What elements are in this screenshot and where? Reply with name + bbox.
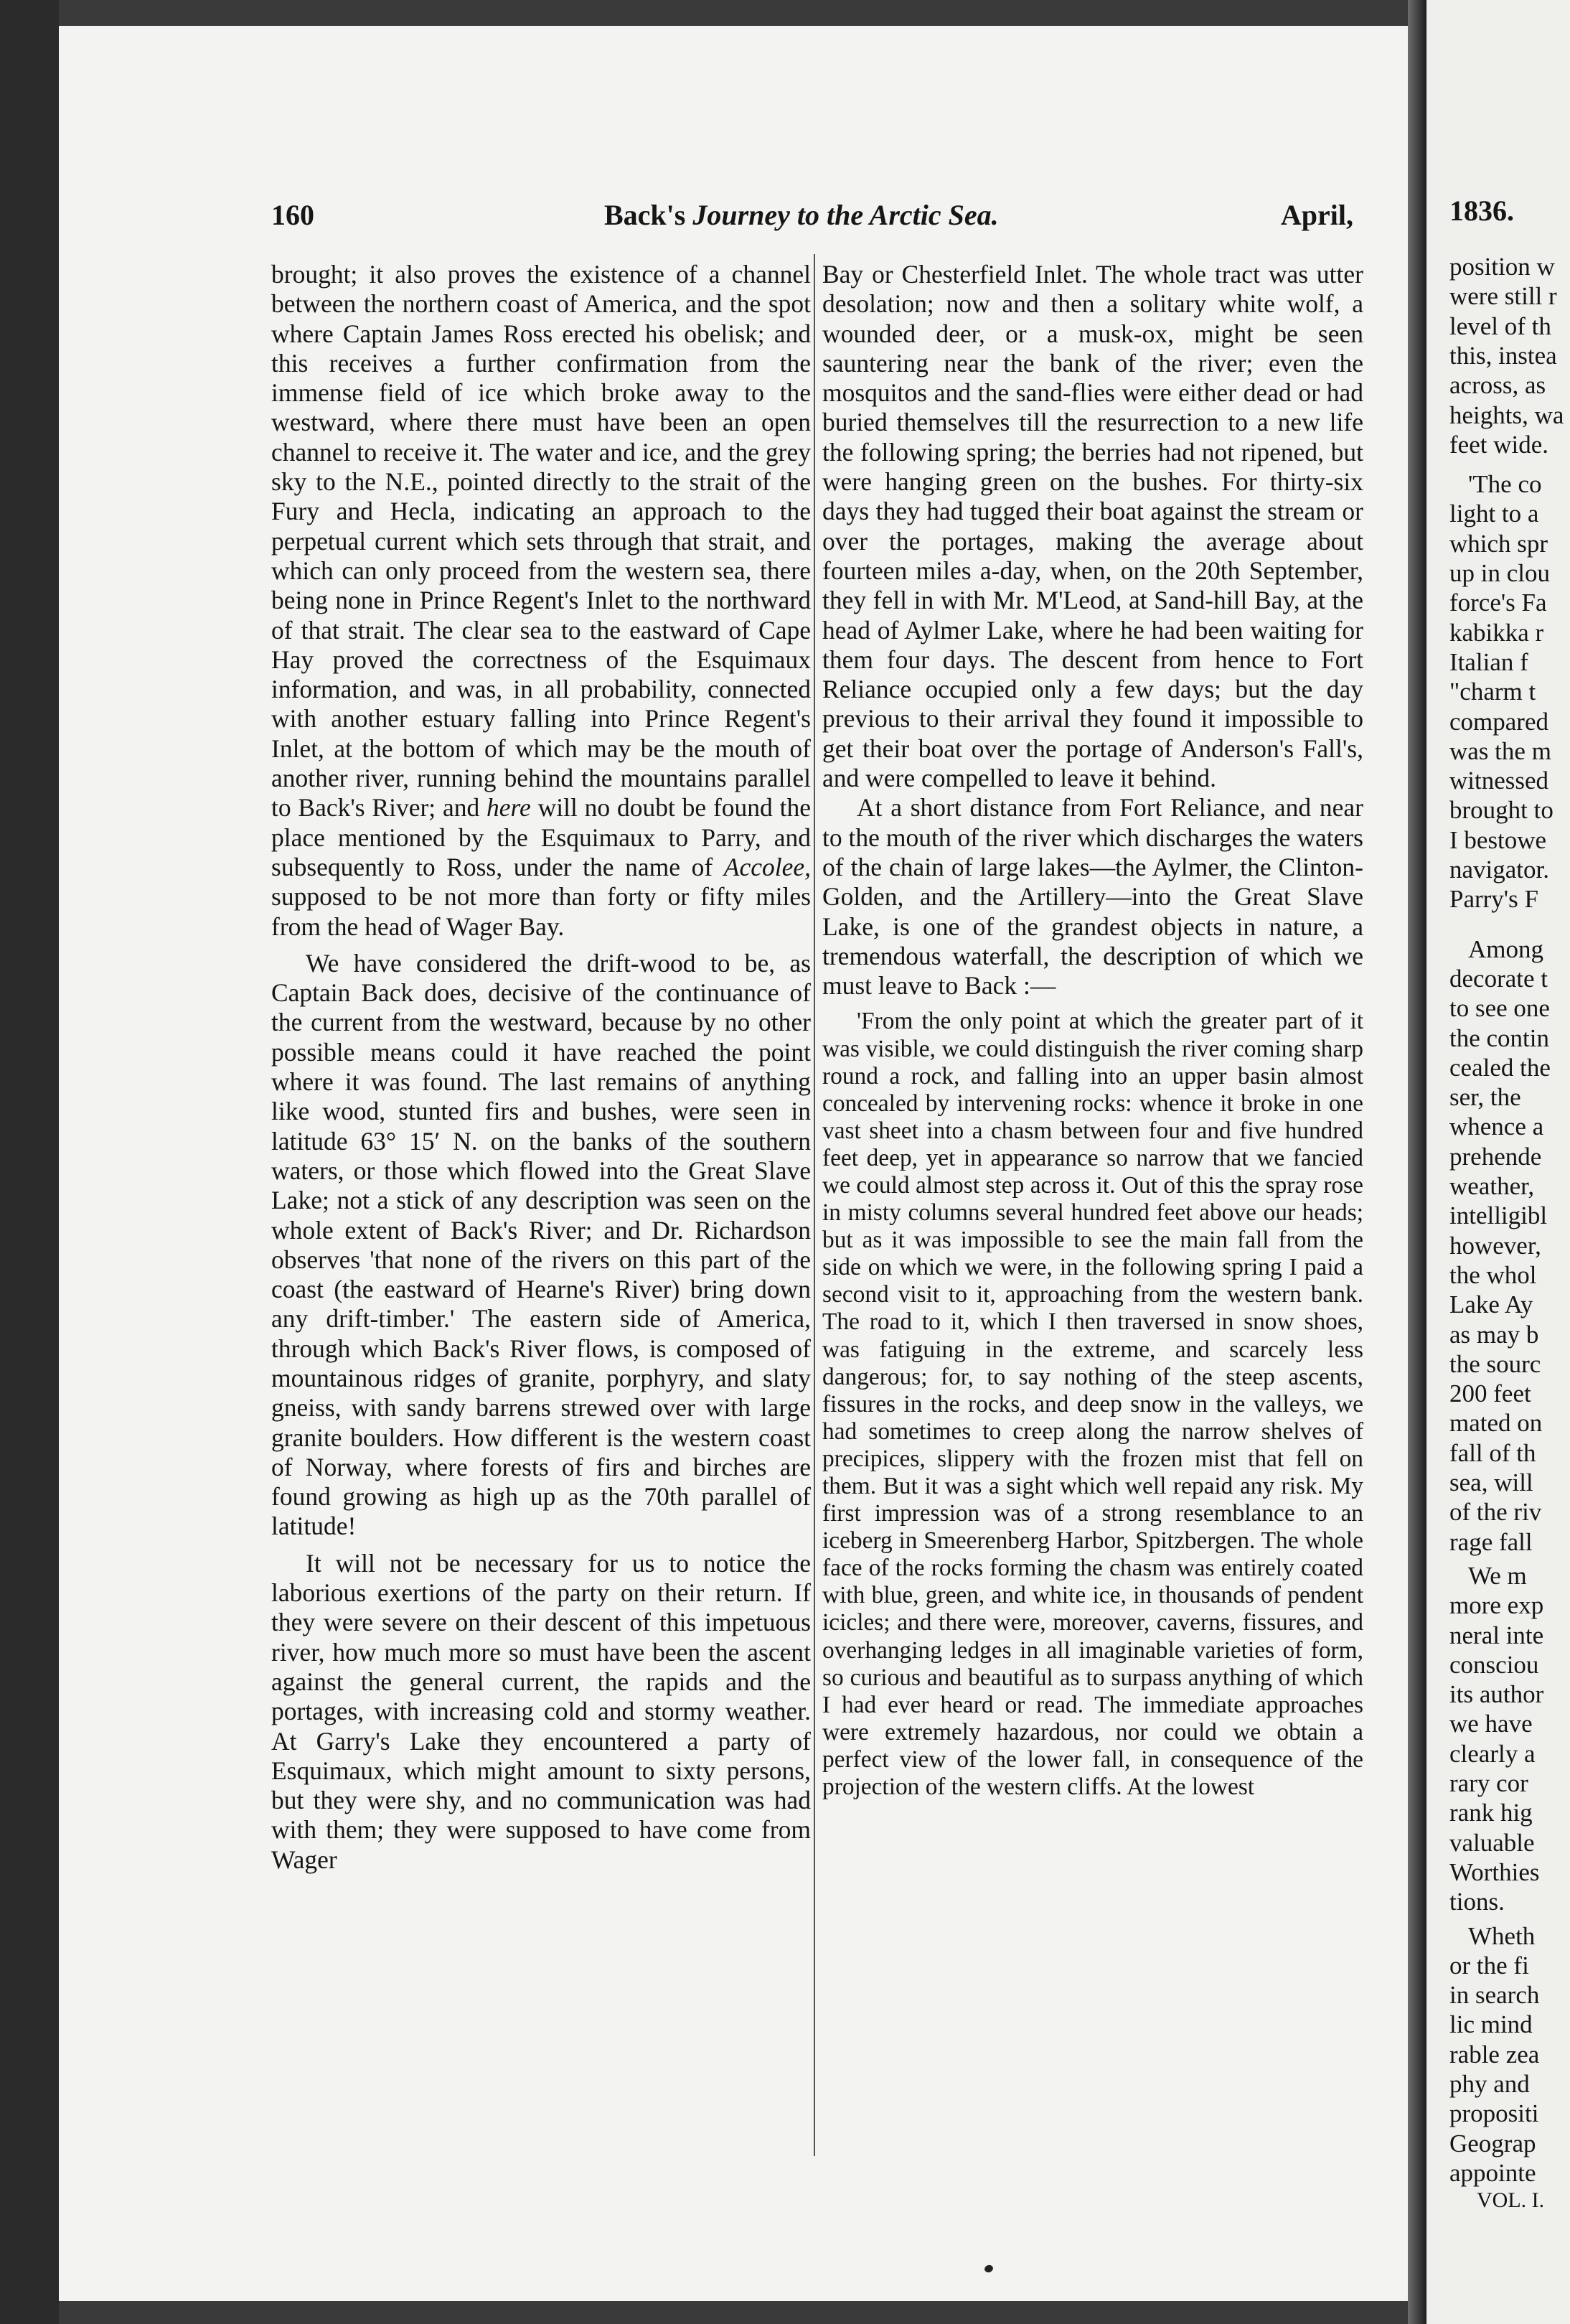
facing-page-line: compared (1449, 707, 1548, 736)
block-quote: 'From the only point at which the greater part of it was visible, we could distinguish the river coming sharp round a rock, and falling into an upper basin almost concealed by intervening rocks: whence it broke in one vast sheet into a chasm between four and five hundred feet deep, yet in appearance so narrow that we fancied we could almost step across it. Out of this the spray rose in misty columns several hundred feet above our heads; but as it was impossible to see the main fall from the side on which we were, in the following spring I paid a second visit to it, approaching from the western bank. The road to it, which I then traversed in snow shoes, was fatiguing in the extreme, and scarcely less dangerous; for, to say nothing of the steep ascents, fissures in the rocks, and deep snow in the valleys, we had sometimes to creep along the narrow shelves of precipices, slippery with the frozen mist that fell on them. But it was a sight which well repaid any risk. My first impression was of a strong resemblance to an iceberg in Smeerenberg Harbor, Spitzbergen. The whole face of the rocks forming the chasm was entirely coated with blue, green, and white ice, in thousands of pendent icicles; and there were, moreover, caverns, fissures, and overhanging ledges in all imaginable varieties of form, so curious and beautiful as to surpass anything of which I had ever heard or read. The immediate approaches were extremely hazardous, nor could we obtain a perfect view of the lower fall, in consequence of the projection of the western cliffs. At the lowest (822, 1008, 1363, 1801)
facing-page-line: of the riv (1449, 1498, 1542, 1527)
facing-page-line: phy and (1449, 2070, 1530, 2098)
facing-page-line: position w (1449, 253, 1555, 281)
facing-page-line: feet wide. (1449, 430, 1548, 459)
facing-page-line: weather, (1449, 1172, 1535, 1200)
ink-speck (984, 2264, 995, 2274)
right-column (822, 260, 1363, 1801)
facing-page-line: tions. (1449, 1888, 1505, 1916)
facing-page-line: which spr (1449, 529, 1548, 558)
facing-page-line: fall of th (1449, 1438, 1536, 1467)
running-month: April, (1280, 199, 1353, 231)
scan-margin-left (0, 0, 59, 2324)
facing-page-line: Worthies (1449, 1857, 1540, 1886)
facing-page-line: Parry's F (1449, 885, 1538, 914)
facing-page-line: navigator. (1449, 856, 1549, 884)
text-run: supposed to be not more than forty or fifty miles from the head of Wager Bay. (271, 882, 811, 941)
facing-page-line: were still r (1449, 282, 1557, 311)
facing-page-line: clearly a (1449, 1739, 1536, 1768)
facing-page-line: the sourc (1449, 1349, 1541, 1378)
facing-page-line: brought to (1449, 796, 1553, 825)
facing-page-line: "charm t (1449, 678, 1536, 706)
facing-page-line: more exp (1449, 1591, 1544, 1620)
book-page (59, 26, 1408, 2301)
facing-page-line: was the m (1449, 736, 1551, 765)
right-paragraph-2: At a short distance from Fort Reliance, and near to the mouth of the river which discharges the waters of the chain of large lakes—the Aylmer, the Clinton-Golden, and the Artillery—into the Great Slave Lake, is one of the grandest objects in nature, a tremendous waterfall, the description of which we must leave to Back :— (822, 793, 1363, 1001)
left-column (271, 260, 811, 1875)
facing-page-line: this, instea (1449, 341, 1557, 370)
facing-page-line: prehende (1449, 1142, 1542, 1171)
facing-page-line: Among (1468, 934, 1543, 963)
facing-page-line: in search (1449, 1981, 1540, 2010)
facing-page-line: Geograp (1449, 2129, 1536, 2157)
facing-page-line: across, as (1449, 371, 1546, 400)
facing-page-line: Lake Ay (1449, 1290, 1533, 1319)
running-title (604, 198, 999, 232)
facing-page-line: ser, the (1449, 1083, 1521, 1112)
facing-page-line: valuable (1449, 1828, 1535, 1857)
facing-page-line: rary cor (1449, 1769, 1528, 1797)
left-paragraph-2: We have considered the drift-wood to be, as Captain Back does, decisive of the continuance of the current from the westward, because by no other possible means could it have reached the point where it was found. The last remains of anything like wood, stunted firs and bushes, were seen in latitude 63° 15′ N. on the banks of the southern waters, or those which flowed into the Great Slave Lake; not a stick of any description was seen on the whole extent of Back's River; and Dr. Richardson observes 'that none of the rivers on this part of the coast (the eastward of Hearne's River) bring down any drift-timber.' The eastern side of America, through which Back's River flows, is composed of mountainous ridges of granite, porphyry, and slaty gneiss, with sandy barrens strewed over with large granite boulders. How different is the western coast of Norway, where forests of firs and birches are found growing as high up as the 70th parallel of latitude! (271, 948, 811, 1541)
facing-page-line: light to a (1449, 500, 1539, 528)
facing-page-line: witnessed (1449, 767, 1549, 795)
facing-page-line: Italian f (1449, 647, 1528, 676)
running-title-italic: Journey to the Arctic Sea. (692, 199, 999, 231)
facing-page-line: appointe (1449, 2158, 1536, 2187)
facing-page-line: force's Fa (1449, 589, 1547, 617)
facing-page-number: 1836. (1449, 195, 1514, 227)
column-rule (814, 254, 815, 2156)
facing-page-line: lic mind (1449, 2010, 1533, 2039)
facing-page-line: We m (1468, 1561, 1527, 1590)
facing-page-line: 200 feet (1449, 1379, 1531, 1408)
facing-page-line: propositi (1449, 2099, 1539, 2128)
page-number: 160 (271, 199, 314, 231)
text-run: will no doubt be found the place mentioned by the Esquimaux to Parry, and subsequently to Ross, under the name of (271, 793, 811, 881)
facing-page-line: the contin (1449, 1023, 1549, 1052)
facing-page-line: mated on (1449, 1409, 1543, 1438)
italic-run: here (486, 793, 531, 823)
facing-page-line: rage fall (1449, 1527, 1533, 1556)
facing-page-line: intelligibl (1449, 1201, 1548, 1230)
right-paragraph-1: Bay or Chesterfield Inlet. The whole tract was utter desolation; now and then a solitary white wolf, a wounded deer, or a musk-ox, might be seen sauntering near the bank of the river; even the mosquitos and the sand-flies were either dead or had buried themselves till the resurrection to a new life the following spring; the berries had not ripened, but were hanging green on the bushes. For thirty-six days they had tugged their boat against the stream or over the portages, making the average about fourteen miles a-day, when, on the 20th September, they fell in with Mr. M'Leod, at Sand-hill Bay, at the head of Aylmer Lake, where he had been waiting for them four days. The descent from hence to Fort Reliance occupied only a few days; but the day previous to their arrival they found it impossible to get their boat over the portage of Anderson's Fall's, and were compelled to leave it behind. (822, 260, 1363, 793)
facing-page-line: whence a (1449, 1112, 1544, 1141)
facing-page-line: its author (1449, 1680, 1544, 1709)
facing-page-line: to see one (1449, 994, 1550, 1023)
facing-page-line: cealed the (1449, 1053, 1551, 1082)
italic-run: Accolee, (723, 852, 811, 881)
facing-page-line: up in clou (1449, 559, 1550, 587)
facing-page-line: consciou (1449, 1650, 1539, 1679)
facing-page-line: sea, will (1449, 1468, 1533, 1496)
text-run: brought; it also proves the existence of a channel between the northern coast of America, and the spot where Captain James Ross erected his obelisk; and this receives a further confirmation from the immense field of ice which broke away to the westward, where there must have been an open channel to receive it. The water and ice, and the grey sky to the N.E., pointed directly to the strait of the Fury and Hecla, indicating an approach to the perpetual current which sets through that strait, and which can only proceed from the western sea, there being none in Prince Regent's Inlet to the northward of that strait. The clear sea to the eastward of Cape Hay proved the correctness of the Esquimaux information, and was, in all probability, connected with another estuary falling into Prince Regent's Inlet, at the bottom of which may be the mouth of another river, running behind the mountains parallel to Back's River; and (271, 260, 811, 823)
facing-page-line: rank hig (1449, 1799, 1533, 1827)
facing-page-line: 'The co (1468, 470, 1542, 499)
facing-page-line: I bestowe (1449, 825, 1547, 854)
facing-page-fragment (1426, 0, 1570, 2324)
facing-page-line: Wheth (1468, 1921, 1536, 1950)
facing-page-line: heights, wa (1449, 400, 1564, 429)
facing-page-line: rable zea (1449, 2040, 1540, 2068)
left-paragraph-3: It will not be necessary for us to notice the laborious exertions of the party on their return. If they were severe on their descent of this impetuous river, how much more so must have been the ascent against the general current, the rapids and the portages, with increasing cold and stormy weather. At Garry's Lake they encountered a party of Esquimaux, which might amount to sixty persons, but they were shy, and no communication was had with them; they were supposed to have come from Wager (271, 1548, 811, 1874)
facing-page-line: level of th (1449, 311, 1551, 340)
facing-page-line: neral inte (1449, 1621, 1544, 1649)
facing-page-line: decorate t (1449, 964, 1548, 993)
left-paragraph-1 (271, 260, 811, 942)
running-title-prefix: Back's (604, 199, 693, 231)
facing-page-line: VOL. I. (1477, 2188, 1545, 2213)
facing-page-line: as may b (1449, 1320, 1539, 1349)
book-gutter (1408, 0, 1426, 2324)
facing-page-line: we have (1449, 1710, 1533, 1738)
facing-page-line: however, (1449, 1231, 1541, 1260)
facing-page-line: or the fi (1449, 1951, 1529, 1979)
facing-page-line: kabikka r (1449, 618, 1544, 647)
facing-page-line: the whol (1449, 1260, 1537, 1289)
